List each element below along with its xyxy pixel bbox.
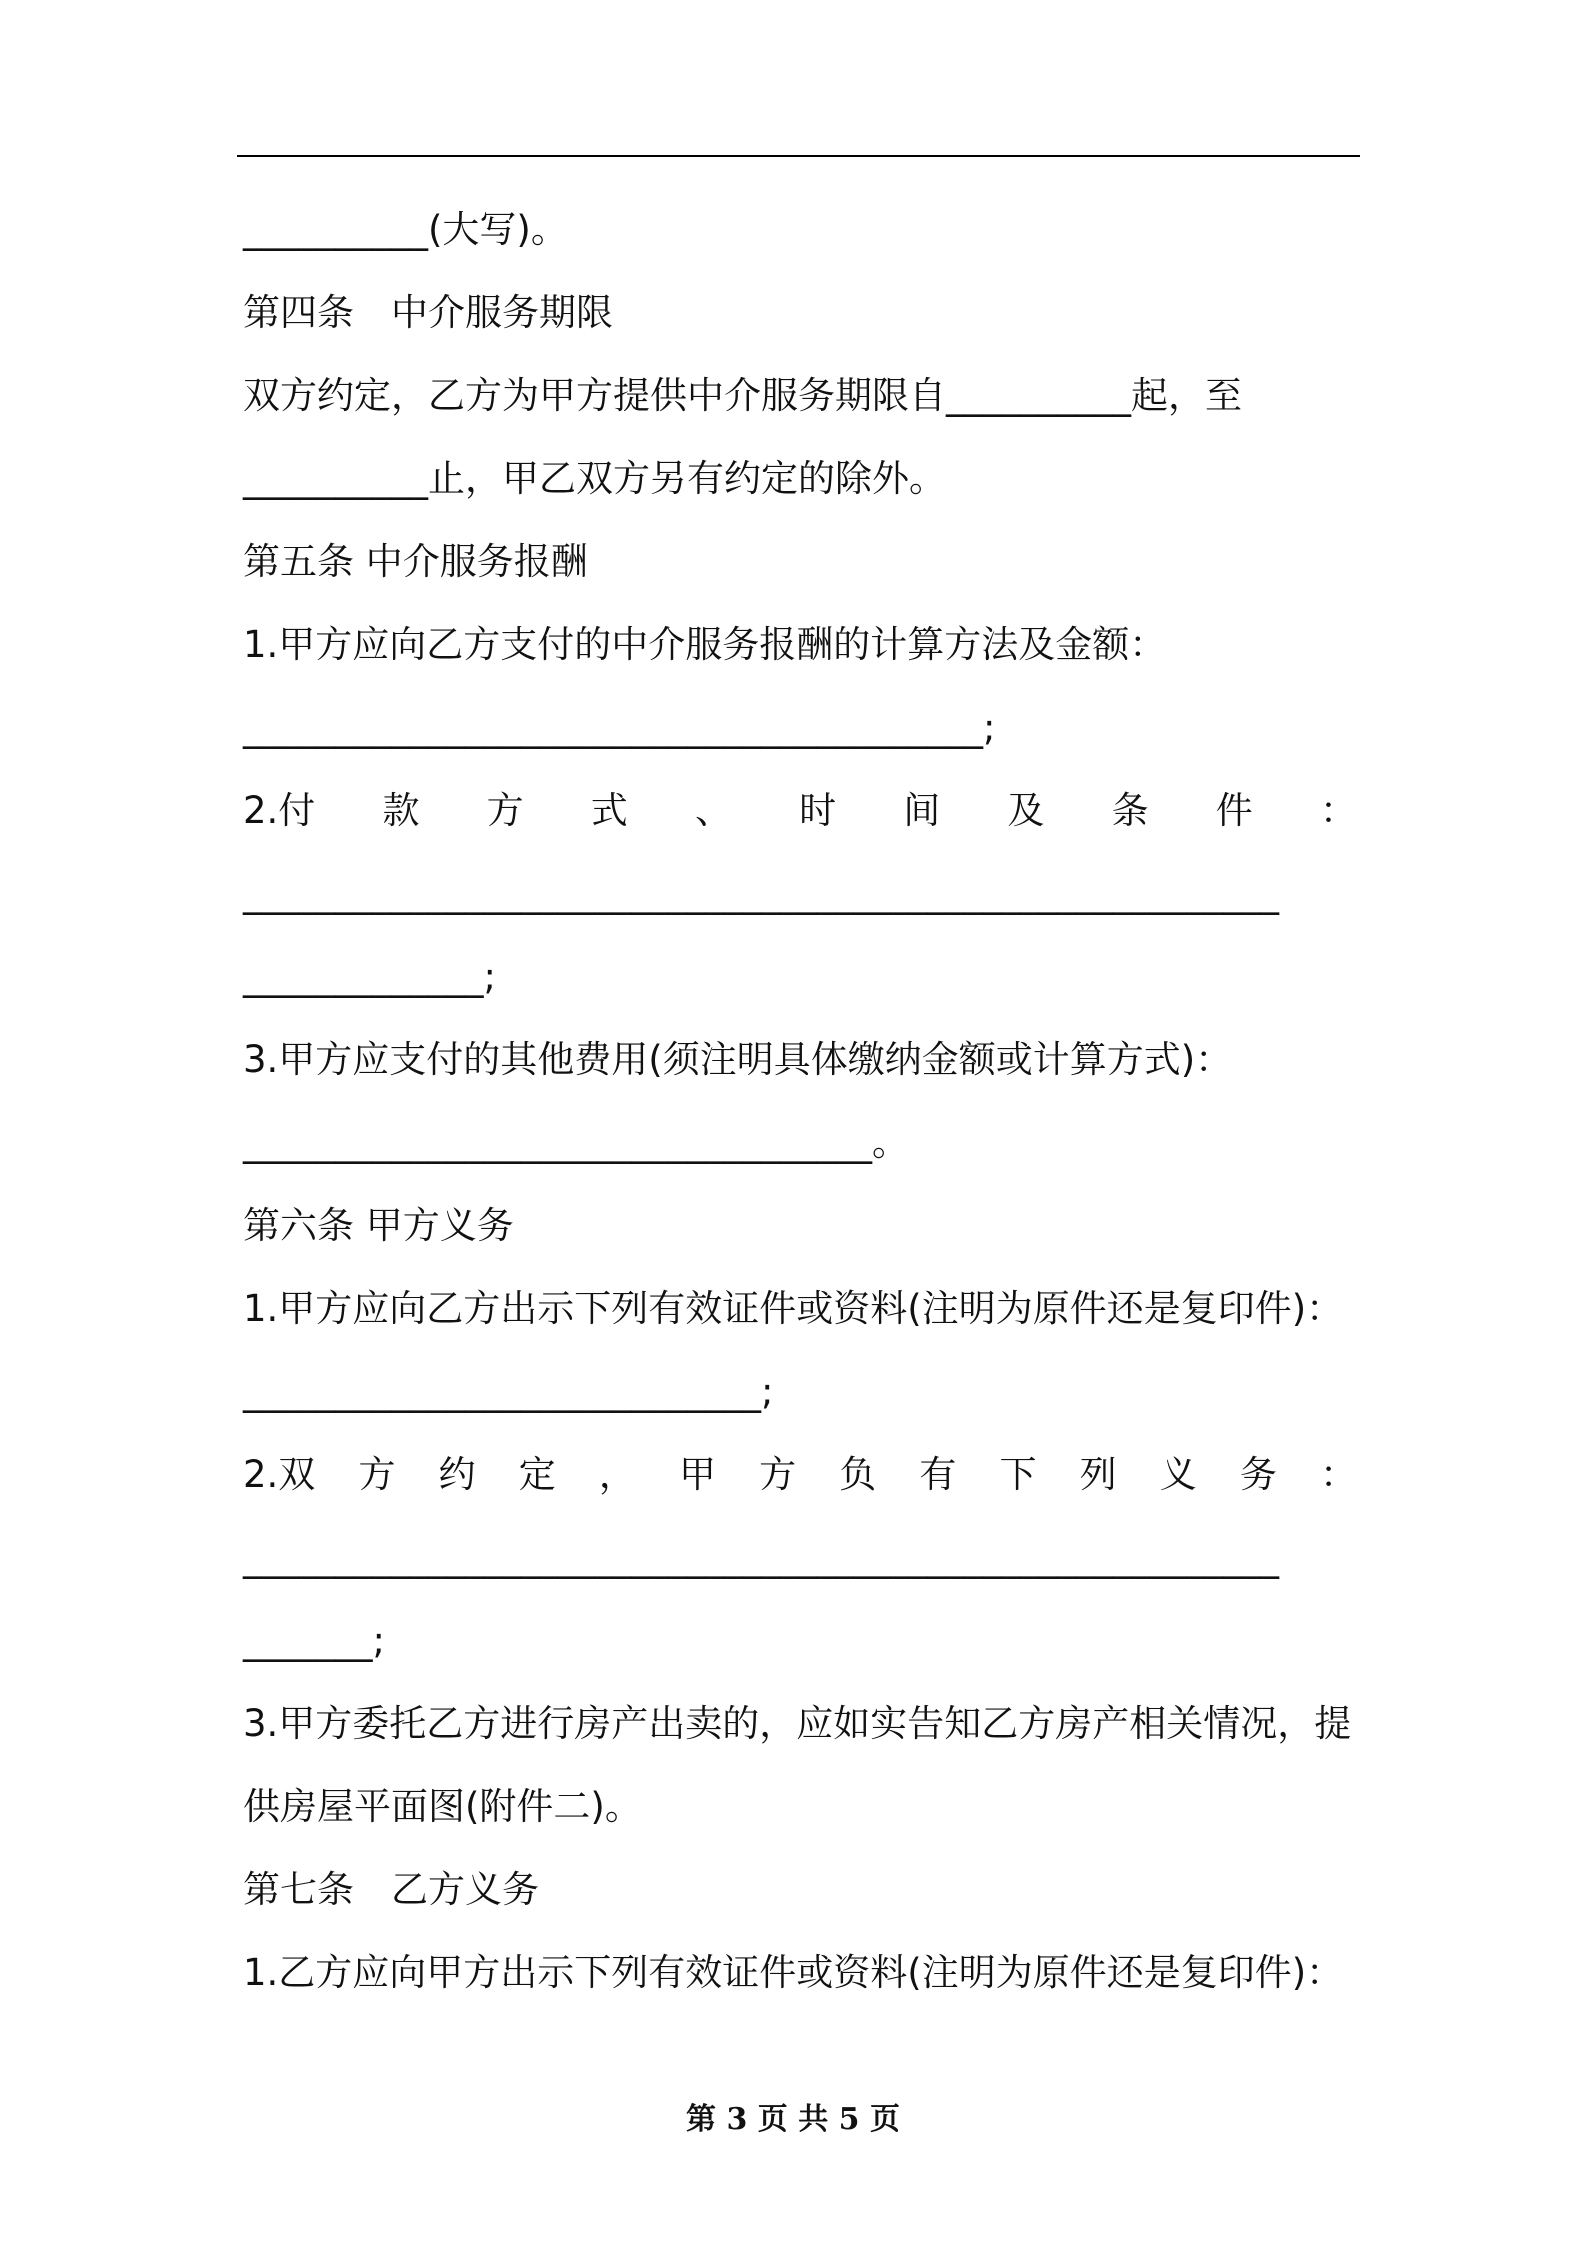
article-5-heading: 第五条 中介服务报酬	[243, 540, 588, 583]
spread-word: 下	[999, 1453, 1037, 1496]
spread-word: 列	[1079, 1453, 1117, 1496]
spread-word: 有	[919, 1453, 957, 1496]
spread-word: 、	[694, 789, 732, 832]
article-7-heading: 第七条 乙方义务	[243, 1868, 539, 1911]
line-amount-uppercase: __________(大写)。	[243, 208, 568, 251]
item-7-1: 1.乙方应向甲方出示下列有效证件或资料(注明为原件还是复印件)：	[243, 1951, 1344, 1994]
line-service-term-end: __________止，甲乙双方另有约定的除外。	[243, 457, 946, 500]
spread-word: ：	[1319, 1453, 1357, 1496]
spread-word: 2.付	[243, 789, 316, 832]
spread-word: 务	[1239, 1453, 1277, 1496]
spread-word: 件	[1215, 789, 1253, 832]
item-5-1: 1.甲方应向乙方支付的中介服务报酬的计算方法及金额：	[243, 623, 1167, 666]
spread-word: 定	[518, 1453, 556, 1496]
spread-word: ：	[1319, 789, 1357, 832]
spread-word: 方	[358, 1453, 396, 1496]
item-5-2	[243, 788, 1357, 834]
spread-word: 款	[382, 789, 420, 832]
blank-5-2-b: _____________;	[243, 955, 496, 998]
spread-word: 间	[903, 789, 941, 832]
blank-5-1: ________________________________________;	[243, 706, 996, 749]
blank-6-1: ____________________________;	[243, 1370, 774, 1413]
item-6-3: 3.甲方委托乙方进行房产出卖的，应如实告知乙方房产相关情况，提	[243, 1702, 1352, 1745]
spread-word: 时	[799, 789, 837, 832]
spread-word: 约	[438, 1453, 476, 1496]
page-number: 第 3 页 共 5 页	[686, 2102, 900, 2137]
spread-word: 方	[759, 1453, 797, 1496]
line-service-term: 双方约定，乙方为甲方提供中介服务期限自__________起，至	[243, 374, 1242, 417]
article-4-heading: 第四条 中介服务期限	[243, 291, 613, 334]
blank-6-2-a: ________________________________________________________	[243, 1536, 1279, 1579]
spread-word: 方	[486, 789, 524, 832]
spread-word: 2.双	[243, 1453, 316, 1496]
spread-word: 义	[1159, 1453, 1197, 1496]
article-6-heading: 第六条 甲方义务	[243, 1204, 514, 1247]
item-6-1: 1.甲方应向乙方出示下列有效证件或资料(注明为原件还是复印件)：	[243, 1287, 1344, 1330]
spread-word: 式	[590, 789, 628, 832]
item-6-2	[243, 1452, 1357, 1498]
item-5-3: 3.甲方应支付的其他费用(须注明具体缴纳金额或计算方式)：	[243, 1038, 1233, 1081]
blank-6-2-b: _______;	[243, 1619, 385, 1662]
spread-word: 负	[839, 1453, 877, 1496]
blank-5-2-a: ________________________________________________________	[243, 872, 1279, 915]
blank-5-3: __________________________________。	[243, 1121, 909, 1164]
spread-word: 条	[1111, 789, 1149, 832]
spread-word: ，	[598, 1453, 636, 1496]
spread-word: 及	[1007, 789, 1045, 832]
item-6-3-cont: 供房屋平面图(附件二)。	[243, 1785, 642, 1828]
spread-word: 甲	[678, 1453, 716, 1496]
